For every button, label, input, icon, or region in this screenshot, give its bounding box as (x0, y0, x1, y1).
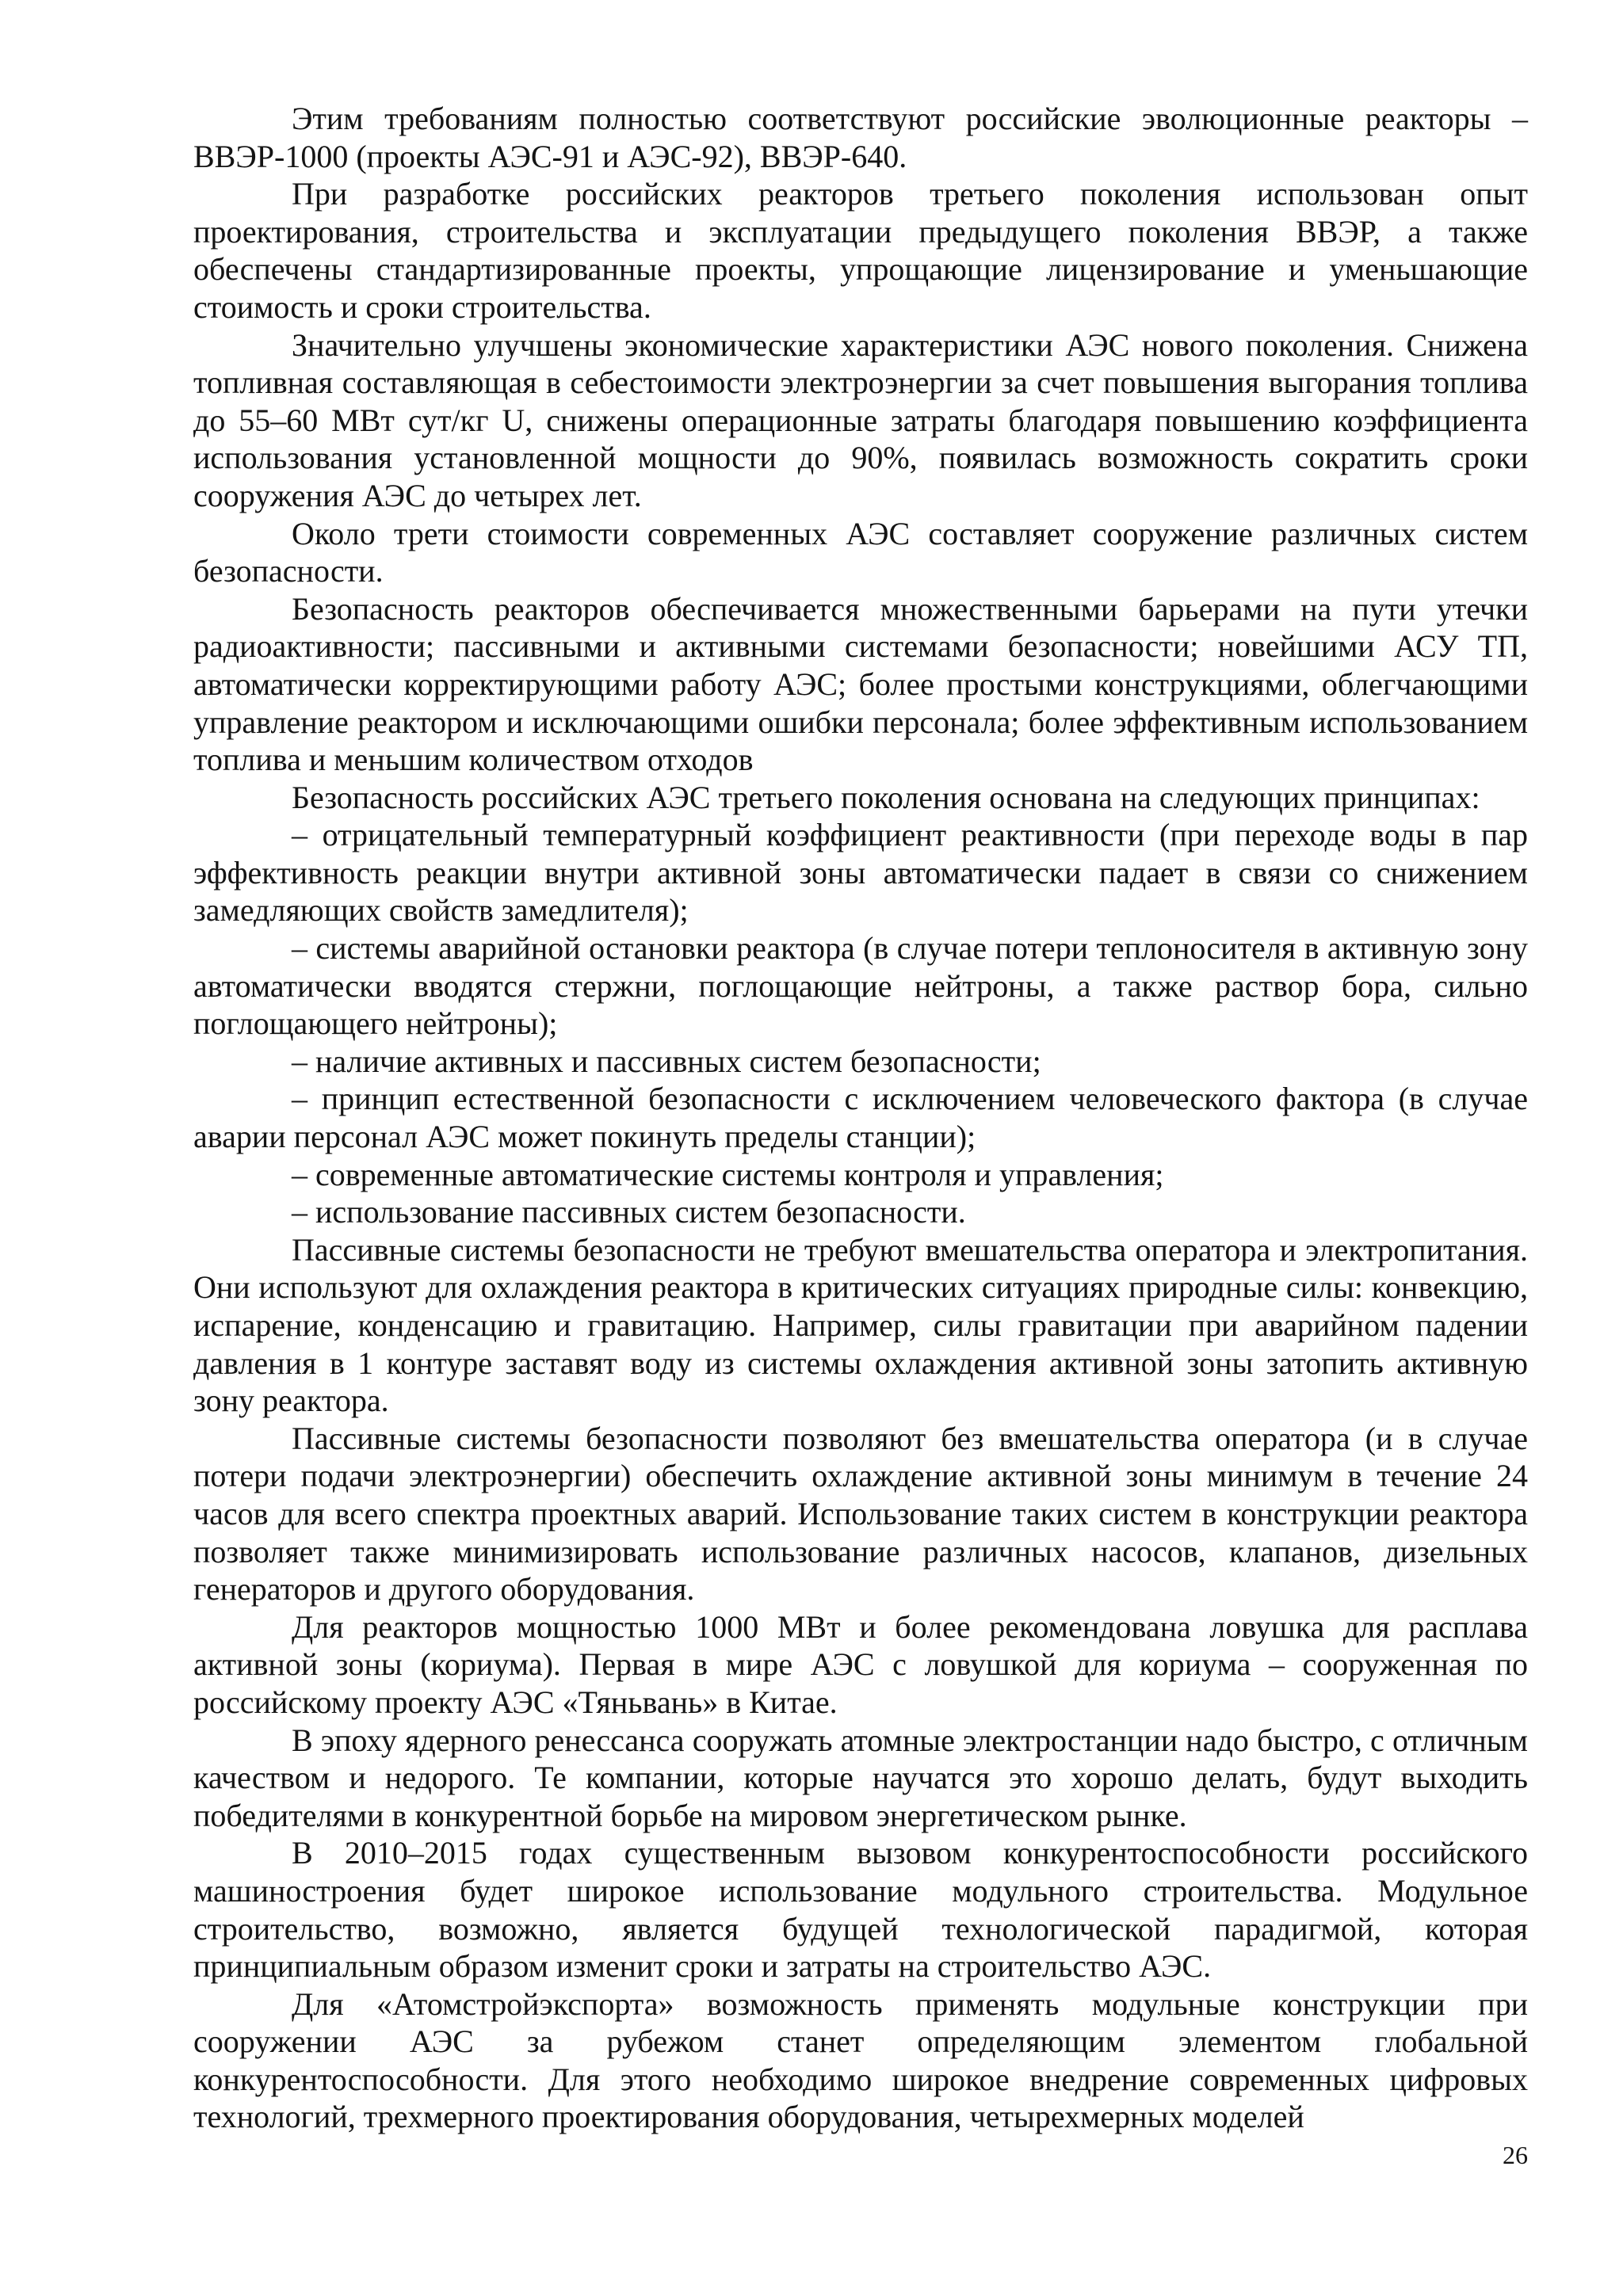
list-item: – системы аварийной остановки реактора (в случае потери теплоносителя в активную зону автоматически вводятся стержни, поглощающие нейтроны, а также раствор бора, сильно поглощающего нейтроны); (193, 930, 1528, 1042)
document-body (193, 100, 1528, 2136)
list-item: – использование пассивных систем безопасности. (292, 1194, 966, 1230)
list-item: – наличие активных и пассивных систем безопасности; (292, 1043, 1041, 1079)
paragraph: Значительно улучшены экономические характеристики АЭС нового поколения. Снижена топливная составляющая в себестоимости электроэнергии за счет повышения выгорания топлива до 55–60 МВт сут/кг U, снижены операционные затраты благодаря повышению коэффициента использования установленной мощности до 90%, появилась возможность сократить сроки сооружения АЭС до четырех лет. (193, 326, 1528, 513)
paragraph: В 2010–2015 годах существенным вызовом конкурентоспособности российского машиностроения будет широкое использование модульного строительства. Модульное строительство, возможно, является будущей технологической парадигмой, которая принципиальным образом изменит сроки и затраты на строительство АЭС. (193, 1835, 1528, 1985)
paragraph: Пассивные системы безопасности не требуют вмешательства оператора и электропитания. Они используют для охлаждения реактора в критических ситуациях природные силы: конвекцию, испарение, конденсацию и гравитацию. Например, силы гравитации при аварийном падении давления в 1 контуре заставят воду из системы охлаждения активной зоны затопить активную зону реактора. (193, 1231, 1528, 1419)
page-number: 26 (1503, 2141, 1528, 2169)
paragraph: Безопасность реакторов обеспечивается множественными барьерами на пути утечки радиоактивности; пассивными и активными системами безопасности; новейшими АСУ ТП, автоматически корректирующими работу АЭС; более простыми конструкциями, облегчающими управление реактором и исключающими ошибки персонала; более эффективным использованием топлива и меньшим количеством отходов (193, 590, 1528, 778)
paragraph: Для «Атомстройэкспорта» возможность применять модульные конструкции при сооружении АЭС за рубежом станет определяющим элементом глобальной конкурентоспособности. Для этого необходимо широкое внедрение современных цифровых технологий, трехмерного проектирования оборудования, четырехмерных моделей (193, 1985, 1528, 2135)
list-item: – отрицательный температурный коэффициент реактивности (при переходе воды в пар эффективность реакции внутри активной зоны автоматически падает в связи со снижением замедляющих свойств замедлителя); (193, 817, 1528, 929)
list-item: – принцип естественной безопасности с исключением человеческого фактора (в случае аварии персонал АЭС может покинуть пределы станции); (193, 1081, 1528, 1155)
paragraph: Для реакторов мощностью 1000 МВт и более рекомендована ловушка для расплава активной зоны (кориума). Первая в мире АЭС с ловушкой для кориума – сооруженная по российскому проекту АЭС «Тяньвань» в Китае. (193, 1608, 1528, 1720)
paragraph: Безопасность российских АЭС третьего поколения основана на следующих принципах: (292, 779, 1480, 815)
paragraph: При разработке российских реакторов третьего поколения использован опыт проектирования, строительства и эксплуатации предыдущего поколения ВВЭР, а также обеспечены стандартизированные проекты, упрощающие лицензирование и уменьшающие стоимость и сроки строительства. (193, 176, 1528, 325)
list-item: – современные автоматические системы контроля и управления; (292, 1156, 1164, 1192)
paragraph: Этим требованиям полностью соответствуют российские эволюционные реакторы – ВВЭР-1000 (проекты АЭС-91 и АЭС-92), ВВЭР-640. (193, 101, 1528, 174)
paragraph: Около трети стоимости современных АЭС составляет сооружение различных систем безопасности. (193, 515, 1528, 589)
paragraph: Пассивные системы безопасности позволяют без вмешательства оператора (и в случае потери подачи электроэнергии) обеспечить охлаждение активной зоны минимум в течение 24 часов для всего спектра проектных аварий. Использование таких систем в конструкции реактора позволяет также минимизировать использование различных насосов, клапанов, дизельных генераторов и другого оборудования. (193, 1420, 1528, 1608)
paragraph: В эпоху ядерного ренессанса сооружать атомные электростанции надо быстро, с отличным качеством и недорого. Те компании, которые научатся это хорошо делать, будут выходить победителями в конкурентной борьбе на мировом энергетическом рынке. (193, 1722, 1528, 1833)
